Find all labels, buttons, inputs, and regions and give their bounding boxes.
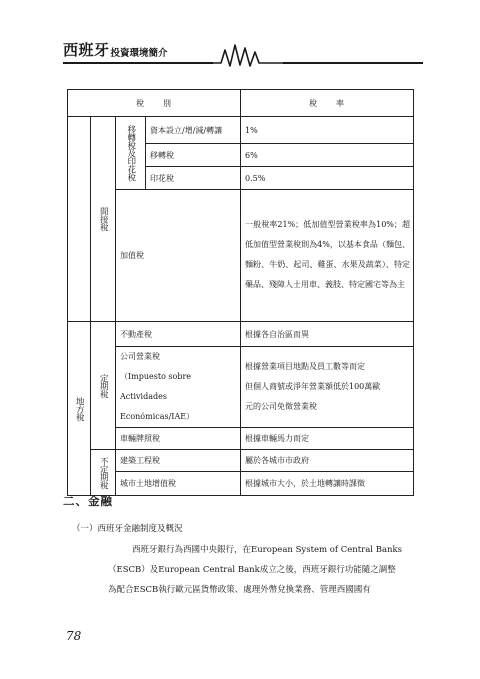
header-title-subtitle: 投資環境簡介	[110, 48, 168, 59]
group-cell-blank	[68, 117, 91, 322]
table-row	[68, 117, 414, 144]
tax-rate: 1%	[241, 117, 414, 144]
group-local-tax: 地方稅	[68, 322, 91, 496]
group-indirect-tax: 間接稅	[91, 117, 116, 322]
column-header-category: 稅 別	[68, 90, 241, 117]
table-row	[68, 472, 414, 496]
tax-name: 建築工程稅	[116, 450, 241, 472]
tax-name: 印花稅	[146, 167, 241, 190]
tax-name: 城市土地增值稅	[116, 472, 241, 496]
header-title	[63, 40, 168, 60]
page-number: 78	[66, 629, 82, 643]
tax-rate: 6%	[241, 144, 414, 167]
tax-name: 加值稅	[116, 190, 241, 322]
tax-rate: 根據車輛馬力而定	[241, 428, 414, 450]
paragraph-line: （ESCB）及European Central Bank成立之後，西班牙銀行功能隨之調整	[108, 565, 396, 575]
table-row	[68, 322, 414, 347]
header-title-country: 西班牙	[63, 41, 110, 59]
section-title: 二、金融	[63, 494, 113, 508]
tax-rate: 屬於各城市市政府	[241, 450, 414, 472]
tax-rate: 根據城市大小，於土地轉讓時課徵	[241, 472, 414, 496]
subgroup-nonperiodic: 不定期稅	[91, 450, 116, 496]
table-row	[68, 347, 414, 428]
tax-name: 不動產稅	[116, 322, 241, 347]
subgroup-periodic: 定期稅	[91, 322, 116, 450]
column-header-rate: 稅 率	[241, 90, 414, 117]
tax-table	[67, 89, 414, 496]
tax-name: 公司營業稅 （Impuesto sobre Actividades Económicas/IAE）	[116, 347, 241, 428]
table-row	[68, 190, 414, 322]
subsection-title: （一）西班牙金融制度及概況	[72, 524, 183, 534]
tax-rate: 一般稅率21%；低加值型營業稅率為10%；超低加值型營業稅則為4%，以基本食品（麵包、麵粉、牛奶、起司、雞蛋、水果及蔬菜）、特定藥品、殘障人士用車、義肢、特定國宅等為主	[241, 190, 414, 322]
tax-name: 移轉稅	[146, 144, 241, 167]
table-row	[68, 428, 414, 450]
running-header	[63, 40, 423, 70]
tax-rate: 0.5%	[241, 167, 414, 190]
paragraph-line: 為配合ESCB執行歐元區貨幣政策、處理外幣兌換業務、管理西國國有	[108, 585, 371, 595]
subgroup-transfer-stamp: 移轉稅及印花稅	[116, 117, 146, 190]
tax-rate: 根據營業項目地點及員工數等而定 但個人商號或淨年營業額低於100萬歐 元的公司免徵營業稅	[241, 347, 414, 428]
tax-name: 車輛牌照稅	[116, 428, 241, 450]
paragraph-line: 西班牙銀行為西國中央銀行，在European System of Central Banks	[132, 545, 403, 555]
heartbeat-wave-icon	[213, 42, 283, 68]
tax-rate: 根據各自治區而異	[241, 322, 414, 347]
table-header-row	[68, 90, 414, 117]
tax-name: 資本設立/增/減/轉讓	[146, 117, 241, 144]
table-row	[68, 450, 414, 472]
